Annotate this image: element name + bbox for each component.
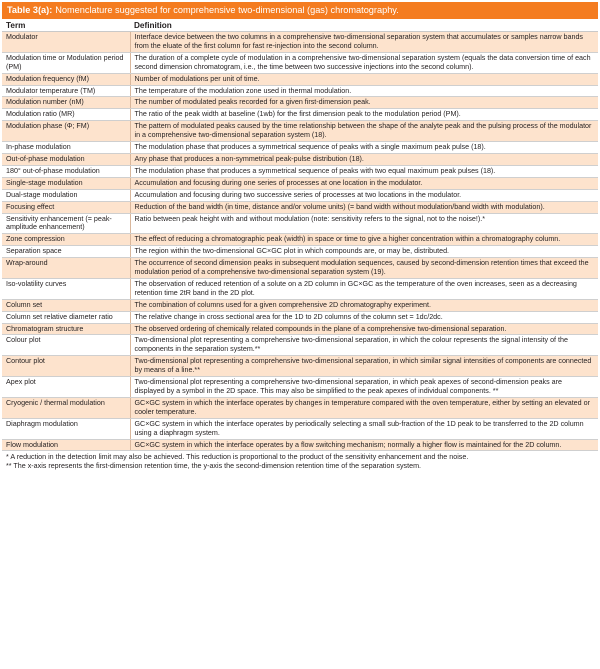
definition-cell: Two-dimensional plot representing a comprehensive two-dimensional separation, in which peak apexes of second-dimension peaks are displayed by a symbol in the 2D space. This may also be simplified to the peak apexes of individual components. ** [130,377,598,398]
term-cell: Chromatogram structure [2,323,130,335]
table-row [2,142,598,154]
term-cell: Separation space [2,246,130,258]
term-cell: Out-of-phase modulation [2,153,130,165]
definition-cell: The occurrence of second dimension peaks in subsequent modulation sequences, caused by second-dimension retention times that exceed the modulation period of a comprehensive two-dimensional separation system (19). [130,258,598,279]
term-cell: Contour plot [2,356,130,377]
table-row [2,97,598,109]
table-row [2,278,598,299]
definition-cell: The region within the two-dimensional GC×GC plot in which compounds are, or may be, distributed. [130,246,598,258]
term-cell: 180° out-of-phase modulation [2,165,130,177]
header-definition: Definition [130,19,598,32]
definition-cell: The duration of a complete cycle of modulation in a comprehensive two-dimensional separation system (equals the data conversion time of each second dimension chromatogram, i.e., the time between two successive injections into the second column). [130,52,598,73]
definition-cell: Accumulation and focusing during two successive series of processes at two locations in the modulator. [130,189,598,201]
table-label: Table 3(a): [7,5,53,15]
table-row [2,418,598,439]
definition-cell: Any phase that produces a non-symmetrical peak-pulse distribution (18). [130,153,598,165]
definition-cell: Accumulation and focusing during one series of processes at one location in the modulator. [130,177,598,189]
definition-cell: The ratio of the peak width at baseline (1wb) for the first dimension peak to the modulation period (PM). [130,109,598,121]
table-row [2,213,598,234]
table-row [2,246,598,258]
nomenclature-table-panel [2,2,598,471]
table-row [2,335,598,356]
definition-cell: Number of modulations per unit of time. [130,73,598,85]
footnotes [2,451,598,471]
term-cell: Zone compression [2,234,130,246]
definition-cell: Interface device between the two columns in a comprehensive two-dimensional separation system that accumulates or samples narrow bands from the eluate of the first column for fast re-injection into the second column. [130,32,598,53]
term-cell: Focusing effect [2,201,130,213]
definition-cell: The effect of reducing a chromatographic peak (width) in space or time to give a higher concentration within a chromatography column. [130,234,598,246]
term-cell: Sensitivity enhancement (= peak-amplitude enhancement) [2,213,130,234]
table-row [2,258,598,279]
term-cell: Modulation time or Modulation period (PM) [2,52,130,73]
definition-cell: GC×GC system in which the interface operates by periodically selecting a small sub-fraction of the 1D peak to be transferred to the 2D column using a diaphragm system. [130,418,598,439]
definition-cell: The observed ordering of chemically related compounds in the plane of a comprehensive two-dimensional separation. [130,323,598,335]
table-row [2,52,598,73]
definition-cell: GC×GC system in which the interface operates by changes in temperature compared with the oven temperature, either by setting an elevated or cooler temperature. [130,397,598,418]
table-row [2,32,598,53]
table-row [2,85,598,97]
table-row [2,121,598,142]
term-cell: Modulator [2,32,130,53]
table-row [2,189,598,201]
footnote-2: ** The x-axis represents the first-dimension retention time, the y-axis the second-dimension retention time of the separation system. [6,462,422,471]
definition-cell: The combination of columns used for a given comprehensive 2D chromatography experiment. [130,299,598,311]
term-cell: Column set relative diameter ratio [2,311,130,323]
term-cell: Apex plot [2,377,130,398]
term-cell: Diaphragm modulation [2,418,130,439]
nomenclature-table [2,19,598,451]
term-cell: Modulation phase (Φ; FM) [2,121,130,142]
table-row [2,177,598,189]
table-row [2,201,598,213]
header-row [2,19,598,32]
term-cell: Single-stage modulation [2,177,130,189]
definition-cell: Two-dimensional plot representing a comprehensive two-dimensional separation, in which similar signal intensities of components are connected by means of a line.** [130,356,598,377]
table-row [2,109,598,121]
footnote-1: * A reduction in the detection limit may also be achieved. This reduction is proportional to the product of the sensitivity enhancement and the noise. [6,453,469,462]
table-row [2,323,598,335]
table-row [2,397,598,418]
definition-cell: The temperature of the modulation zone used in thermal modulation. [130,85,598,97]
term-cell: Wrap-around [2,258,130,279]
table-row [2,73,598,85]
definition-cell: GC×GC system in which the interface operates by a flow switching mechanism; normally a higher flow is maintained for the 2D column. [130,439,598,451]
definition-cell: The number of modulated peaks recorded for a given first-dimension peak. [130,97,598,109]
term-cell: Modulation number (nM) [2,97,130,109]
table-row [2,439,598,451]
table-row [2,377,598,398]
table-row [2,165,598,177]
definition-cell: Ratio between peak height with and without modulation (note: sensitivity refers to the signal, not to the noise!).* [130,213,598,234]
table-title [2,2,598,19]
header-term: Term [2,19,130,32]
table-row [2,356,598,377]
term-cell: Column set [2,299,130,311]
definition-cell: Reduction of the band width (in time, distance and/or volume units) (= band width without modulation/band width with modulation). [130,201,598,213]
term-cell: Flow modulation [2,439,130,451]
term-cell: Dual-stage modulation [2,189,130,201]
term-cell: Modulation frequency (fM) [2,73,130,85]
term-cell: In-phase modulation [2,142,130,154]
definition-cell: The modulation phase that produces a symmetrical sequence of peaks with two equal maximum peak pulses (18). [130,165,598,177]
table-row [2,153,598,165]
table-caption: Nomenclature suggested for comprehensive two-dimensional (gas) chromatography. [55,5,399,15]
definition-cell: The modulation phase that produces a symmetrical sequence of peaks with a single maximum peak pulse (18). [130,142,598,154]
term-cell: Modulator temperature (TM) [2,85,130,97]
definition-cell: Two-dimensional plot representing a comprehensive two-dimensional separation, in which the colour represents the signal intensity of the components in the separation system.** [130,335,598,356]
table-row [2,234,598,246]
term-cell: Iso-volatility curves [2,278,130,299]
term-cell: Modulation ratio (MR) [2,109,130,121]
definition-cell: The observation of reduced retention of a solute on a 2D column in GC×GC as the temperature of the oven increases, seen as a decreasing retention time 2tR band in the 2D plot. [130,278,598,299]
definition-cell: The pattern of modulated peaks caused by the time relationship between the shape of the analyte peak and the pulsing process of the modulator in a comprehensive two-dimensional separation system (18). [130,121,598,142]
term-cell: Colour plot [2,335,130,356]
table-row [2,311,598,323]
definition-cell: The relative change in cross sectional area for the 1D to 2D columns of the column set = 1dc/2dc. [130,311,598,323]
table-row [2,299,598,311]
term-cell: Cryogenic / thermal modulation [2,397,130,418]
